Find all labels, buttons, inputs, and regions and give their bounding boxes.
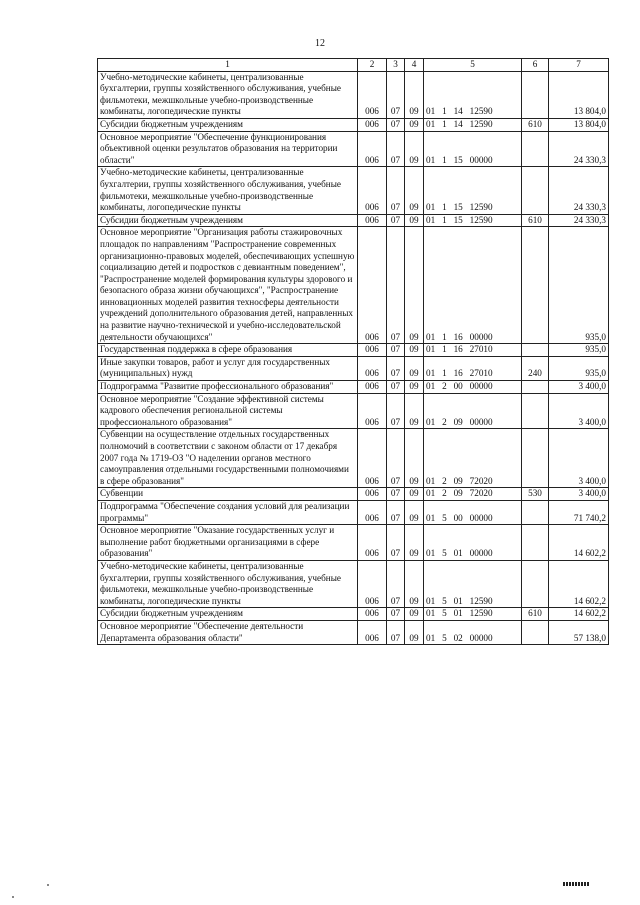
row-section: 07 bbox=[387, 227, 405, 344]
row-section: 07 bbox=[387, 344, 405, 357]
row-admin-code: 006 bbox=[358, 429, 387, 488]
row-target-article: 01 5 01 00000 bbox=[424, 525, 522, 561]
table-row bbox=[98, 429, 609, 488]
row-expense-type bbox=[522, 429, 549, 488]
row-section: 07 bbox=[387, 71, 405, 118]
row-subsection: 09 bbox=[405, 118, 424, 131]
row-expense-type bbox=[522, 560, 549, 607]
row-amount: 3 400,0 bbox=[549, 429, 609, 488]
row-expense-type bbox=[522, 620, 549, 644]
page-number: 12 bbox=[315, 38, 325, 49]
row-subsection: 09 bbox=[405, 381, 424, 394]
header-col-1: 1 bbox=[98, 59, 358, 72]
row-admin-code: 006 bbox=[358, 500, 387, 524]
header-col-4: 4 bbox=[405, 59, 424, 72]
row-amount: 24 330,3 bbox=[549, 214, 609, 227]
row-description: Государственная поддержка в сфере образования bbox=[98, 344, 358, 357]
row-amount: 14 602,2 bbox=[549, 608, 609, 621]
row-section: 07 bbox=[387, 500, 405, 524]
table-header-row bbox=[98, 59, 609, 72]
row-subsection: 09 bbox=[405, 167, 424, 214]
row-amount: 24 330,3 bbox=[549, 167, 609, 214]
row-admin-code: 006 bbox=[358, 393, 387, 429]
header-col-3: 3 bbox=[387, 59, 405, 72]
row-description: Субсидии бюджетным учреждениям bbox=[98, 214, 358, 227]
row-section: 07 bbox=[387, 356, 405, 380]
table-row bbox=[98, 525, 609, 561]
row-description: Учебно-методические кабинеты, централизованные бухгалтерии, группы хозяйственного обслуживания, учебные фильмотеки, межшкольные учебно-производственные комбинаты, логопедические пункты bbox=[98, 560, 358, 607]
row-expense-type bbox=[522, 167, 549, 214]
row-admin-code: 006 bbox=[358, 167, 387, 214]
row-section: 07 bbox=[387, 620, 405, 644]
row-admin-code: 006 bbox=[358, 560, 387, 607]
row-admin-code: 006 bbox=[358, 71, 387, 118]
header-col-6: 6 bbox=[522, 59, 549, 72]
row-target-article: 01 2 09 72020 bbox=[424, 488, 522, 501]
row-amount: 13 804,0 bbox=[549, 118, 609, 131]
row-section: 07 bbox=[387, 167, 405, 214]
header-col-2: 2 bbox=[358, 59, 387, 72]
row-admin-code: 006 bbox=[358, 620, 387, 644]
row-description: Подпрограмма "Развитие профессионального образования" bbox=[98, 381, 358, 394]
table-row bbox=[98, 356, 609, 380]
row-target-article: 01 1 15 12590 bbox=[424, 167, 522, 214]
row-description: Основное мероприятие "Обеспечение функционирования объективной оценки результатов образования на территории области" bbox=[98, 131, 358, 167]
row-subsection: 09 bbox=[405, 608, 424, 621]
table-row bbox=[98, 560, 609, 607]
table-row bbox=[98, 620, 609, 644]
row-target-article: 01 1 14 12590 bbox=[424, 71, 522, 118]
budget-table bbox=[97, 58, 609, 645]
row-expense-type: 610 bbox=[522, 214, 549, 227]
row-admin-code: 006 bbox=[358, 227, 387, 344]
row-amount: 14 602,2 bbox=[549, 560, 609, 607]
header-col-7: 7 bbox=[549, 59, 609, 72]
table-row bbox=[98, 167, 609, 214]
row-target-article: 01 5 02 00000 bbox=[424, 620, 522, 644]
row-subsection: 09 bbox=[405, 71, 424, 118]
row-section: 07 bbox=[387, 381, 405, 394]
row-expense-type: 610 bbox=[522, 118, 549, 131]
row-subsection: 09 bbox=[405, 525, 424, 561]
table-row bbox=[98, 118, 609, 131]
row-target-article: 01 2 09 72020 bbox=[424, 429, 522, 488]
row-expense-type bbox=[522, 525, 549, 561]
row-expense-type bbox=[522, 393, 549, 429]
row-admin-code: 006 bbox=[358, 488, 387, 501]
row-amount: 3 400,0 bbox=[549, 381, 609, 394]
row-subsection: 09 bbox=[405, 393, 424, 429]
row-amount: 14 602,2 bbox=[549, 525, 609, 561]
row-description: Основное мероприятие "Обеспечение деятельности Департамента образования области" bbox=[98, 620, 358, 644]
table-row bbox=[98, 488, 609, 501]
barcode-mark bbox=[563, 882, 589, 886]
table-row bbox=[98, 214, 609, 227]
scan-speck bbox=[47, 884, 49, 886]
row-subsection: 09 bbox=[405, 344, 424, 357]
row-expense-type: 610 bbox=[522, 608, 549, 621]
row-description: Иные закупки товаров, работ и услуг для государственных (муниципальных) нужд bbox=[98, 356, 358, 380]
row-admin-code: 006 bbox=[358, 118, 387, 131]
row-section: 07 bbox=[387, 608, 405, 621]
row-section: 07 bbox=[387, 560, 405, 607]
row-target-article: 01 5 01 12590 bbox=[424, 608, 522, 621]
table-row bbox=[98, 381, 609, 394]
row-amount: 935,0 bbox=[549, 227, 609, 344]
row-section: 07 bbox=[387, 393, 405, 429]
row-subsection: 09 bbox=[405, 488, 424, 501]
row-subsection: 09 bbox=[405, 227, 424, 344]
row-section: 07 bbox=[387, 118, 405, 131]
row-expense-type: 240 bbox=[522, 356, 549, 380]
row-expense-type: 530 bbox=[522, 488, 549, 501]
row-admin-code: 006 bbox=[358, 381, 387, 394]
header-col-5: 5 bbox=[424, 59, 522, 72]
table-row bbox=[98, 71, 609, 118]
row-expense-type bbox=[522, 500, 549, 524]
row-target-article: 01 1 16 27010 bbox=[424, 356, 522, 380]
row-subsection: 09 bbox=[405, 356, 424, 380]
row-subsection: 09 bbox=[405, 131, 424, 167]
row-target-article: 01 1 16 27010 bbox=[424, 344, 522, 357]
row-admin-code: 006 bbox=[358, 525, 387, 561]
row-section: 07 bbox=[387, 429, 405, 488]
row-target-article: 01 1 14 12590 bbox=[424, 118, 522, 131]
row-target-article: 01 1 15 00000 bbox=[424, 131, 522, 167]
row-section: 07 bbox=[387, 488, 405, 501]
row-section: 07 bbox=[387, 131, 405, 167]
scan-speck bbox=[12, 896, 14, 898]
row-expense-type bbox=[522, 131, 549, 167]
row-amount: 935,0 bbox=[549, 356, 609, 380]
row-subsection: 09 bbox=[405, 214, 424, 227]
table-row bbox=[98, 131, 609, 167]
row-target-article: 01 2 00 00000 bbox=[424, 381, 522, 394]
row-expense-type bbox=[522, 381, 549, 394]
table-row bbox=[98, 500, 609, 524]
row-admin-code: 006 bbox=[358, 608, 387, 621]
row-amount: 71 740,2 bbox=[549, 500, 609, 524]
row-amount: 3 400,0 bbox=[549, 488, 609, 501]
row-amount: 13 804,0 bbox=[549, 71, 609, 118]
table-row bbox=[98, 227, 609, 344]
row-description: Основное мероприятие "Оказание государственных услуг и выполнение работ бюджетными организациями в сфере образования" bbox=[98, 525, 358, 561]
row-target-article: 01 5 00 00000 bbox=[424, 500, 522, 524]
row-section: 07 bbox=[387, 525, 405, 561]
row-admin-code: 006 bbox=[358, 356, 387, 380]
row-amount: 57 138,0 bbox=[549, 620, 609, 644]
row-subsection: 09 bbox=[405, 560, 424, 607]
row-subsection: 09 bbox=[405, 620, 424, 644]
row-admin-code: 006 bbox=[358, 344, 387, 357]
row-description: Субвенции bbox=[98, 488, 358, 501]
row-description: Основное мероприятие "Создание эффективной системы кадрового обеспечения региональной системы профессионального образования" bbox=[98, 393, 358, 429]
row-target-article: 01 2 09 00000 bbox=[424, 393, 522, 429]
row-expense-type bbox=[522, 344, 549, 357]
row-admin-code: 006 bbox=[358, 131, 387, 167]
row-amount: 24 330,3 bbox=[549, 131, 609, 167]
row-description: Субсидии бюджетным учреждениям bbox=[98, 118, 358, 131]
row-description: Субвенции на осуществление отдельных государственных полномочий в соответствии с законом области от 17 декабря 2007 года № 1719-ОЗ "О наделении органов местного самоуправления отдельными государственными полномочиями в сфере образования" bbox=[98, 429, 358, 488]
row-admin-code: 006 bbox=[358, 214, 387, 227]
row-target-article: 01 1 16 00000 bbox=[424, 227, 522, 344]
row-amount: 935,0 bbox=[549, 344, 609, 357]
row-description: Подпрограмма "Обеспечение создания условий для реализации программы" bbox=[98, 500, 358, 524]
row-description: Учебно-методические кабинеты, централизованные бухгалтерии, группы хозяйственного обслуживания, учебные фильмотеки, межшкольные учебно-производственные комбинаты, логопедические пункты bbox=[98, 71, 358, 118]
row-subsection: 09 bbox=[405, 500, 424, 524]
row-section: 07 bbox=[387, 214, 405, 227]
row-target-article: 01 5 01 12590 bbox=[424, 560, 522, 607]
row-amount: 3 400,0 bbox=[549, 393, 609, 429]
row-subsection: 09 bbox=[405, 429, 424, 488]
row-description: Субсидии бюджетным учреждениям bbox=[98, 608, 358, 621]
row-expense-type bbox=[522, 227, 549, 344]
row-target-article: 01 1 15 12590 bbox=[424, 214, 522, 227]
table-row bbox=[98, 344, 609, 357]
table-row bbox=[98, 608, 609, 621]
row-description: Учебно-методические кабинеты, централизованные бухгалтерии, группы хозяйственного обслуживания, учебные фильмотеки, межшкольные учебно-производственные комбинаты, логопедические пункты bbox=[98, 167, 358, 214]
table-row bbox=[98, 393, 609, 429]
row-expense-type bbox=[522, 71, 549, 118]
row-description: Основное мероприятие "Организация работы стажировочных площадок по направлениям "Распространение современных организационно-правовых моделей, обеспечивающих успешную социализацию детей и подростков с девиантным поведением", "Распространение моделей формирования культуры здорового и безопасного образа жизни обучающихся", "Распространение инновационных моделей развития техносферы деятельности учреждений дополнительного образования детей, направленных на развитие научно-технической и учебно-исследовательской деятельности обучающихся" bbox=[98, 227, 358, 344]
